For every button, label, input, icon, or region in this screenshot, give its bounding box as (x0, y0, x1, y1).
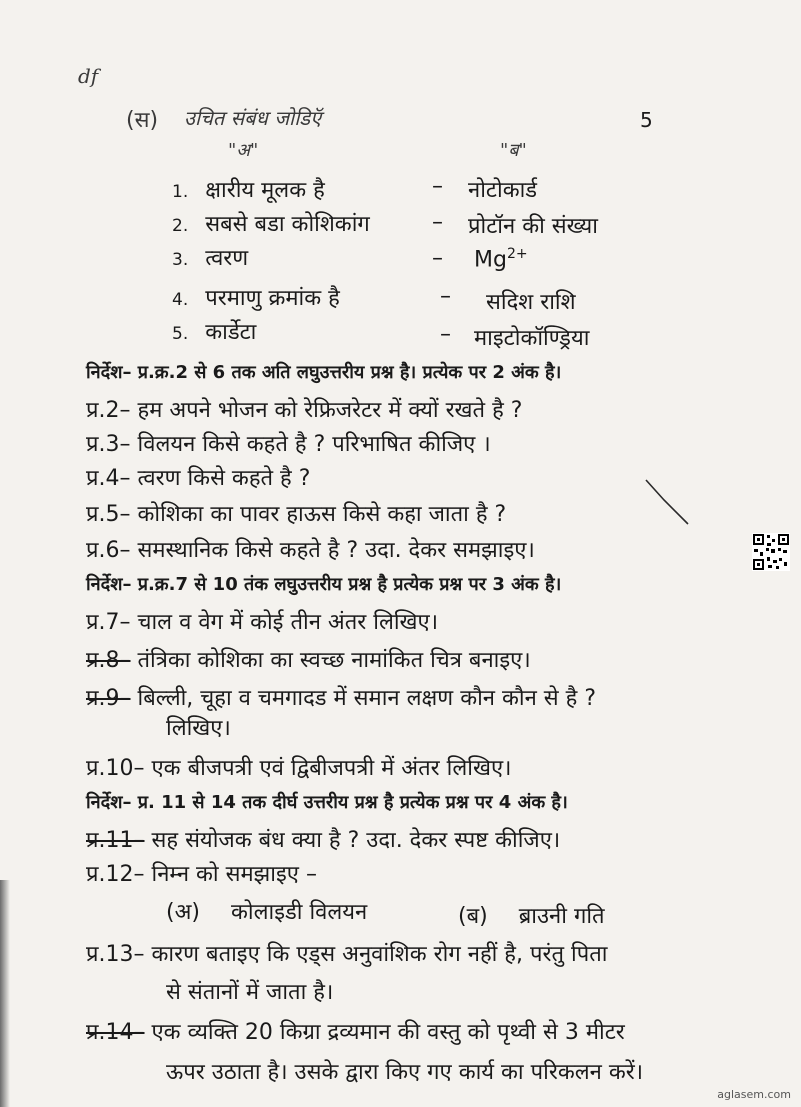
question-text: निम्न को समझाइए – (151, 862, 317, 887)
question-number: प्र.7– (86, 610, 131, 635)
question-9 (86, 682, 596, 712)
match-left: त्वरण (205, 246, 249, 271)
question-text: त्वरण किसे कहते है ? (137, 466, 311, 491)
question-number: प्र.14– (86, 1020, 145, 1045)
question-text: समस्थानिक किसे कहते है ? उदा. देकर समझाइए। (137, 538, 535, 563)
question-text: एक व्यक्ति 20 किग्रा द्रव्यमान की वस्तु को पृथ्वी से 3 मीटर (151, 1020, 625, 1045)
match-dash: – (432, 174, 443, 199)
scan-edge-shadow (0, 880, 10, 1107)
match-row (172, 174, 325, 204)
question-text: कारण बताइए कि एड्स अनुवांशिक रोग नहीं है, परंतु पिता (151, 942, 608, 967)
question-number: प्र.2– (86, 398, 131, 423)
question-text: बिल्ली, चूहा व चमगादड में समान लक्षण कौन कौन से है ? (137, 686, 597, 711)
section-label: (स) (126, 108, 159, 133)
question-5 (86, 498, 506, 528)
question-9-continuation: लिखिए। (166, 716, 231, 741)
question-7 (86, 606, 438, 636)
part-text: कोलाइडी विलयन (230, 900, 368, 925)
match-num: 2. (172, 216, 189, 236)
question-text: एक बीजपत्री एवं द्विबीजपत्री में अंतर लिखिए। (151, 756, 512, 781)
question-text: चाल व वेग में कोई तीन अंतर लिखिए। (137, 610, 439, 635)
instruction-very-short: निर्देश– प्र.क्र.2 से 6 तक अति लघुउत्तरीय प्रश्न है। प्रत्येक पर 2 अंक है। (86, 362, 562, 383)
part-label: (ब) (458, 904, 488, 929)
question-13-continuation: से संतानों में जाता है। (166, 980, 334, 1005)
question-number: प्र.10– (86, 756, 145, 781)
match-left: सबसे बडा कोशिकांग (205, 212, 370, 237)
match-right-formula (474, 246, 528, 272)
match-left: क्षारीय मूलक है (205, 178, 325, 203)
question-2 (86, 394, 522, 424)
formula-charge: 2+ (506, 246, 528, 262)
match-row (172, 282, 340, 312)
column-b-header: "ब" (500, 140, 527, 161)
question-12 (86, 858, 317, 888)
question-number: प्र.11– (86, 828, 145, 853)
question-12-part-b (458, 900, 605, 930)
match-right: प्रोटॉन की संख्या (468, 214, 598, 239)
match-num: 4. (172, 290, 189, 310)
question-3 (86, 428, 491, 458)
question-number: प्र.8– (86, 648, 131, 673)
match-row (172, 208, 370, 238)
question-number: प्र.9– (86, 686, 131, 711)
section-heading: उचित संबंध जोडिऍ (184, 106, 322, 130)
qr-code-icon (752, 533, 790, 571)
question-13 (86, 938, 607, 968)
question-text: सह संयोजक बंध क्या है ? उदा. देकर स्पष्ट कीजिए। (151, 828, 561, 853)
corner-mark: df (78, 64, 99, 88)
question-number: प्र.4– (86, 466, 131, 491)
part-text: ब्राउनी गति (518, 904, 605, 929)
watermark: aglasem.com (717, 1088, 791, 1101)
question-number: प्र.6– (86, 538, 131, 563)
question-text: हम अपने भोजन को रेफ्रिजरेटर में क्यों रखते है ? (137, 398, 523, 423)
formula-base: Mg (474, 247, 507, 273)
section-marks: 5 (640, 108, 653, 132)
match-right: सदिश राशि (486, 290, 576, 315)
part-label: (अ) (166, 900, 200, 925)
question-text: विलयन किसे कहते है ? परिभाषित कीजिए । (137, 432, 491, 457)
match-right: माइटोकॉण्ड्रिया (474, 326, 590, 351)
match-num: 3. (172, 250, 189, 270)
question-number: प्र.13– (86, 942, 145, 967)
question-number: प्र.3– (86, 432, 131, 457)
match-row (172, 316, 256, 346)
question-14 (86, 1016, 625, 1046)
question-text: कोशिका का पावर हाऊस किसे कहा जाता है ? (137, 502, 507, 527)
instruction-long: निर्देश– प्र. 11 से 14 तक दीर्घ उत्तरीय प्रश्न है प्रत्येक प्रश्न पर 4 अंक है। (86, 792, 568, 813)
match-left: कार्डेटा (205, 320, 257, 345)
question-14-continuation: ऊपर उठाता है। उसके द्वारा किए गए कार्य का परिकलन करें। (166, 1060, 644, 1085)
match-dash: – (432, 246, 443, 271)
question-text: तंत्रिका कोशिका का स्वच्छ नामांकित चित्र बनाइए। (137, 648, 531, 673)
match-dash: – (432, 210, 443, 235)
match-dash: – (440, 322, 451, 347)
pen-tick-mark (644, 478, 690, 526)
match-dash: – (440, 284, 451, 309)
match-num: 1. (172, 182, 189, 202)
question-12-part-a (166, 896, 367, 926)
question-10 (86, 752, 511, 782)
match-right: नोटोकार्ड (468, 178, 538, 203)
match-row (172, 242, 248, 272)
question-number: प्र.5– (86, 502, 131, 527)
column-a-header: "अ" (228, 140, 259, 161)
question-8 (86, 644, 531, 674)
question-number: प्र.12– (86, 862, 145, 887)
question-6 (86, 534, 535, 564)
instruction-short: निर्देश– प्र.क्र.7 से 10 तंक लघुउत्तरीय प्रश्न है प्रत्येक प्रश्न पर 3 अंक है। (86, 574, 562, 595)
question-4 (86, 462, 310, 492)
match-left: परमाणु क्रमांक है (205, 286, 340, 311)
question-11 (86, 824, 560, 854)
match-num: 5. (172, 324, 189, 344)
